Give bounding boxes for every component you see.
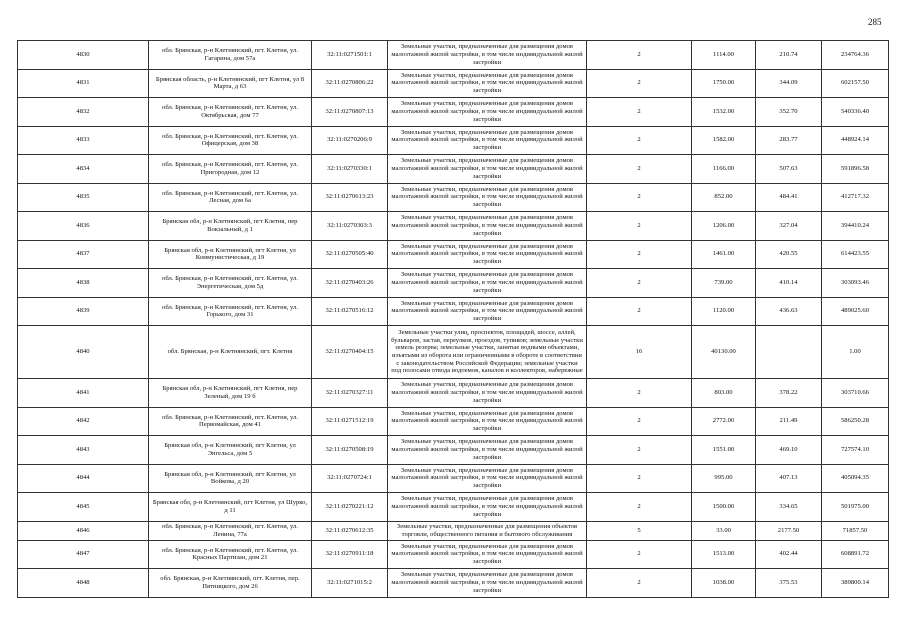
row-number: 4839 [18, 297, 149, 326]
address-cell: обл. Брянская, р-н Клетнянский, пгт. Клетня, ул. Октябрьская, дом 77 [149, 98, 312, 127]
area-cell: 852.00 [692, 183, 756, 212]
table-row [18, 464, 889, 493]
table-row [18, 569, 889, 598]
table-row [18, 183, 889, 212]
specific-value-cell: 507.63 [756, 155, 822, 184]
cadastral-number-cell: 32:11:0270508:19 [312, 436, 388, 465]
cadastral-value-cell: 608891.72 [822, 540, 889, 569]
address-cell: Брянская обл, р-н Клетнянский, пгт Клетня, ул Коммунистическая, д 19 [149, 240, 312, 269]
cadastral-value-cell: 591896.58 [822, 155, 889, 184]
group-number-cell: 2 [587, 155, 692, 184]
table-row [18, 269, 889, 298]
row-number: 4835 [18, 183, 149, 212]
land-use-cell: Земельные участки, предназначенные для размещения домов малоэтажной жилой застройки, в том числе индивидуальной жилой застройки [388, 212, 587, 241]
cadastral-number-cell: 32:11:0270807:13 [312, 98, 388, 127]
group-number-cell: 2 [587, 493, 692, 522]
cadastral-number-cell: 32:11:0270612:35 [312, 521, 388, 540]
cadastral-number-cell: 32:11:0271015:2 [312, 569, 388, 598]
row-number: 4833 [18, 126, 149, 155]
group-number-cell: 2 [587, 41, 692, 70]
cadastral-value-cell: 501975.00 [822, 493, 889, 522]
address-cell: обл. Брянская, р-н Клетнянский, пгт. Клетня, ул. Энергетическая, дом 5д [149, 269, 312, 298]
specific-value-cell: 375.53 [756, 569, 822, 598]
cadastral-value-cell: 602157.50 [822, 69, 889, 98]
row-number: 4845 [18, 493, 149, 522]
address-cell: обл. Брянская, р-н Клетнянский, пгт. Клетня, ул. Красных Партизан, дом 21 [149, 540, 312, 569]
land-use-cell: Земельные участки, предназначенные для размещения домов малоэтажной жилой застройки, в том числе индивидуальной жилой застройки [388, 569, 587, 598]
cadastral-number-cell: 32:11:0270613:23 [312, 183, 388, 212]
group-number-cell: 2 [587, 297, 692, 326]
address-cell: обл. Брянская, р-н Клетнянский, пгт. Клетня, ул. Лесная, дом 6а [149, 183, 312, 212]
specific-value-cell [756, 326, 822, 379]
specific-value-cell: 334.65 [756, 493, 822, 522]
group-number-cell: 2 [587, 240, 692, 269]
land-use-cell: Земельные участки, предназначенные для размещения домов малоэтажной жилой застройки, в том числе индивидуальной жилой застройки [388, 126, 587, 155]
row-number: 4847 [18, 540, 149, 569]
area-cell: 1461.00 [692, 240, 756, 269]
row-number: 4834 [18, 155, 149, 184]
area-cell: 1532.00 [692, 98, 756, 127]
land-use-cell: Земельные участки, предназначенные для размещения домов малоэтажной жилой застройки, в том числе индивидуальной жилой застройки [388, 407, 587, 436]
row-number: 4840 [18, 326, 149, 379]
cadastral-number-cell: 32:11:0270330:1 [312, 155, 388, 184]
group-number-cell: 2 [587, 183, 692, 212]
cadastral-number-cell: 32:11:0270516:12 [312, 297, 388, 326]
table-row [18, 126, 889, 155]
land-use-cell: Земельные участки, предназначенные для размещения домов малоэтажной жилой застройки, в том числе индивидуальной жилой застройки [388, 240, 587, 269]
area-cell: 1120.00 [692, 297, 756, 326]
land-use-cell: Земельные участки, предназначенные для размещения домов малоэтажной жилой застройки, в том числе индивидуальной жилой застройки [388, 436, 587, 465]
specific-value-cell: 327.04 [756, 212, 822, 241]
row-number: 4832 [18, 98, 149, 127]
cadastral-value-cell: 234764.36 [822, 41, 889, 70]
address-cell: обл. Брянская, р-н Клетнянский, пгт. Клетня, ул. Гагарина, дом 57а [149, 41, 312, 70]
table-row [18, 69, 889, 98]
cadastral-value-cell: 405094.35 [822, 464, 889, 493]
land-use-cell: Земельные участки, предназначенные для размещения домов малоэтажной жилой застройки, в том числе индивидуальной жилой застройки [388, 269, 587, 298]
group-number-cell: 2 [587, 540, 692, 569]
land-use-cell: Земельные участки, предназначенные для размещения домов малоэтажной жилой застройки, в том числе индивидуальной жилой застройки [388, 464, 587, 493]
table-row [18, 540, 889, 569]
table-row [18, 521, 889, 540]
land-use-cell: Земельные участки улиц, проспектов, площадей, шоссе, аллей, бульваров, застав, переулков, проездов, тупиков; земельные участки земель резерва; земельные участки, занятые водными объектами, изъятыми из оборота или ограниченными в обороте в соответствии с законодательством Российской Федерации; земельные участки под полосами отвода водоемов, каналов и коллекторов, набережные [388, 326, 587, 379]
specific-value-cell: 344.09 [756, 69, 822, 98]
cadastral-number-cell: 32:11:0270806:22 [312, 69, 388, 98]
address-cell: обл. Брянская, р-н Клетнянский, пгт. Клетня [149, 326, 312, 379]
land-use-cell: Земельные участки, предназначенные для размещения объектов торговли, общественного питания и бытового обслуживания [388, 521, 587, 540]
land-use-cell: Земельные участки, предназначенные для размещения домов малоэтажной жилой застройки, в том числе индивидуальной жилой застройки [388, 493, 587, 522]
group-number-cell: 2 [587, 126, 692, 155]
table-row [18, 98, 889, 127]
cadastral-number-cell: 32:11:0270724:1 [312, 464, 388, 493]
area-cell: 2772.00 [692, 407, 756, 436]
land-use-cell: Земельные участки, предназначенные для размещения домов малоэтажной жилой застройки, в том числе индивидуальной жилой застройки [388, 155, 587, 184]
table-row [18, 41, 889, 70]
specific-value-cell: 211.49 [756, 407, 822, 436]
cadastral-number-cell: 32:11:0270327:11 [312, 379, 388, 408]
address-cell: Брянская обл, р-н Клетнянский, пгт Клетня, ул Шурко, д 11 [149, 493, 312, 522]
cadastral-value-cell: 489025.60 [822, 297, 889, 326]
specific-value-cell: 2177.50 [756, 521, 822, 540]
row-number: 4831 [18, 69, 149, 98]
address-cell: Брянская обл, р-н Клетнянский, пгт Клетня, ул Войкова, д 20 [149, 464, 312, 493]
table-row [18, 326, 889, 379]
land-use-cell: Земельные участки, предназначенные для размещения домов малоэтажной жилой застройки, в том числе индивидуальной жилой застройки [388, 379, 587, 408]
row-number: 4844 [18, 464, 149, 493]
group-number-cell: 2 [587, 569, 692, 598]
cadastral-number-cell: 32:11:0270206:9 [312, 126, 388, 155]
area-cell: 739.00 [692, 269, 756, 298]
table-row [18, 212, 889, 241]
area-cell: 1551.00 [692, 436, 756, 465]
group-number-cell: 16 [587, 326, 692, 379]
area-cell: 1038.00 [692, 569, 756, 598]
specific-value-cell: 484.41 [756, 183, 822, 212]
row-number: 4836 [18, 212, 149, 241]
row-number: 4846 [18, 521, 149, 540]
specific-value-cell: 378.22 [756, 379, 822, 408]
group-number-cell: 2 [587, 269, 692, 298]
table-row [18, 240, 889, 269]
land-use-cell: Земельные участки, предназначенные для размещения домов малоэтажной жилой застройки, в том числе индивидуальной жилой застройки [388, 297, 587, 326]
address-cell: обл. Брянская, р-н Клетнянский, пгт. Клетня, ул. Офицерская, дом 38 [149, 126, 312, 155]
land-use-cell: Земельные участки, предназначенные для размещения домов малоэтажной жилой застройки, в том числе индивидуальной жилой застройки [388, 540, 587, 569]
cadastral-number-cell: 32:11:0270303:3 [312, 212, 388, 241]
specific-value-cell: 410.14 [756, 269, 822, 298]
specific-value-cell: 407.13 [756, 464, 822, 493]
cadastral-value-cell: 389800.14 [822, 569, 889, 598]
cadastral-number-cell: 32:11:0270505:40 [312, 240, 388, 269]
group-number-cell: 2 [587, 436, 692, 465]
group-number-cell: 2 [587, 464, 692, 493]
land-use-cell: Земельные участки, предназначенные для размещения домов малоэтажной жилой застройки, в том числе индивидуальной жилой застройки [388, 183, 587, 212]
cadastral-value-cell: 394410.24 [822, 212, 889, 241]
area-cell: 1114.00 [692, 41, 756, 70]
address-cell: обл. Брянская, р-н Клетнянский, пгт. Клетня, ул. Горького, дом 31 [149, 297, 312, 326]
cadastral-value-cell: 71857.50 [822, 521, 889, 540]
table-row [18, 436, 889, 465]
area-cell: 40130.00 [692, 326, 756, 379]
specific-value-cell: 352.70 [756, 98, 822, 127]
group-number-cell: 2 [587, 407, 692, 436]
area-cell: 1750.00 [692, 69, 756, 98]
table-row [18, 407, 889, 436]
row-number: 4843 [18, 436, 149, 465]
address-cell: Брянская обл, р-н Клетнянский, пгт Клетня, ул Энгельса, дом 5 [149, 436, 312, 465]
cadastral-value-cell: 303710.66 [822, 379, 889, 408]
address-cell: обл. Брянская, р-н Клетнянский, пгт. Клетня, ул. Ленина, 77а [149, 521, 312, 540]
cadastral-value-cell: 540336.40 [822, 98, 889, 127]
cadastral-number-cell: 32:11:0270403:26 [312, 269, 388, 298]
specific-value-cell: 436.63 [756, 297, 822, 326]
specific-value-cell: 402.44 [756, 540, 822, 569]
area-cell: 1166.00 [692, 155, 756, 184]
row-number: 4842 [18, 407, 149, 436]
cadastral-value-cell: 727574.10 [822, 436, 889, 465]
row-number: 4848 [18, 569, 149, 598]
group-number-cell: 2 [587, 69, 692, 98]
row-number: 4838 [18, 269, 149, 298]
cadastral-value-cell: 614423.55 [822, 240, 889, 269]
land-use-cell: Земельные участки, предназначенные для размещения домов малоэтажной жилой застройки, в том числе индивидуальной жилой застройки [388, 41, 587, 70]
area-cell: 1500.00 [692, 493, 756, 522]
table-row [18, 155, 889, 184]
cadastral-number-cell: 32:11:0270911:18 [312, 540, 388, 569]
table-row [18, 297, 889, 326]
row-number: 4830 [18, 41, 149, 70]
group-number-cell: 5 [587, 521, 692, 540]
group-number-cell: 2 [587, 212, 692, 241]
specific-value-cell: 469.10 [756, 436, 822, 465]
table-row [18, 493, 889, 522]
cadastral-value-cell: 1.00 [822, 326, 889, 379]
cadastral-value-cell: 412717.32 [822, 183, 889, 212]
row-number: 4841 [18, 379, 149, 408]
group-number-cell: 2 [587, 379, 692, 408]
address-cell: обл. Брянская, р-н Клетнянский, пгт. Клетня, ул. Пригородная, дом 12 [149, 155, 312, 184]
cadastral-number-cell: 32:11:0270404:15 [312, 326, 388, 379]
area-cell: 1513.00 [692, 540, 756, 569]
specific-value-cell: 420.55 [756, 240, 822, 269]
cadastral-number-cell: 32:11:0271501:1 [312, 41, 388, 70]
cadastral-value-cell: 586250.28 [822, 407, 889, 436]
specific-value-cell: 210.74 [756, 41, 822, 70]
cadastral-number-cell: 32:11:0270221:12 [312, 493, 388, 522]
area-cell: 803.00 [692, 379, 756, 408]
address-cell: Брянская обл, р-н Клетнянский, пгт Клетня, пер Вокзальный, д 1 [149, 212, 312, 241]
cadastral-value-table [17, 40, 889, 598]
area-cell: 33.00 [692, 521, 756, 540]
address-cell: обл. Брянская, р-н Клетнянский, пгт. Клетня, ул. Первомайская, дом 41 [149, 407, 312, 436]
address-cell: Брянская область, р-н Клетнянский, пгт Клетня, ул 8 Марта, д 63 [149, 69, 312, 98]
cadastral-value-cell: 448924.14 [822, 126, 889, 155]
cadastral-value-cell: 303093.46 [822, 269, 889, 298]
page-number: 285 [868, 17, 882, 27]
address-cell: обл. Брянская, р-н Клетнянский, пгт. Клетня, пер. Пятницкого, дом 26 [149, 569, 312, 598]
cadastral-number-cell: 32:11:0271512:19 [312, 407, 388, 436]
area-cell: 995.00 [692, 464, 756, 493]
area-cell: 1206.00 [692, 212, 756, 241]
land-use-cell: Земельные участки, предназначенные для размещения домов малоэтажной жилой застройки, в том числе индивидуальной жилой застройки [388, 98, 587, 127]
land-use-cell: Земельные участки, предназначенные для размещения домов малоэтажной жилой застройки, в том числе индивидуальной жилой застройки [388, 69, 587, 98]
group-number-cell: 2 [587, 98, 692, 127]
row-number: 4837 [18, 240, 149, 269]
specific-value-cell: 283.77 [756, 126, 822, 155]
area-cell: 1582.00 [692, 126, 756, 155]
table-row [18, 379, 889, 408]
address-cell: Брянская обл, р-н Клетнянский, пгт Клетня, пер Зеленый, дом 19 б [149, 379, 312, 408]
